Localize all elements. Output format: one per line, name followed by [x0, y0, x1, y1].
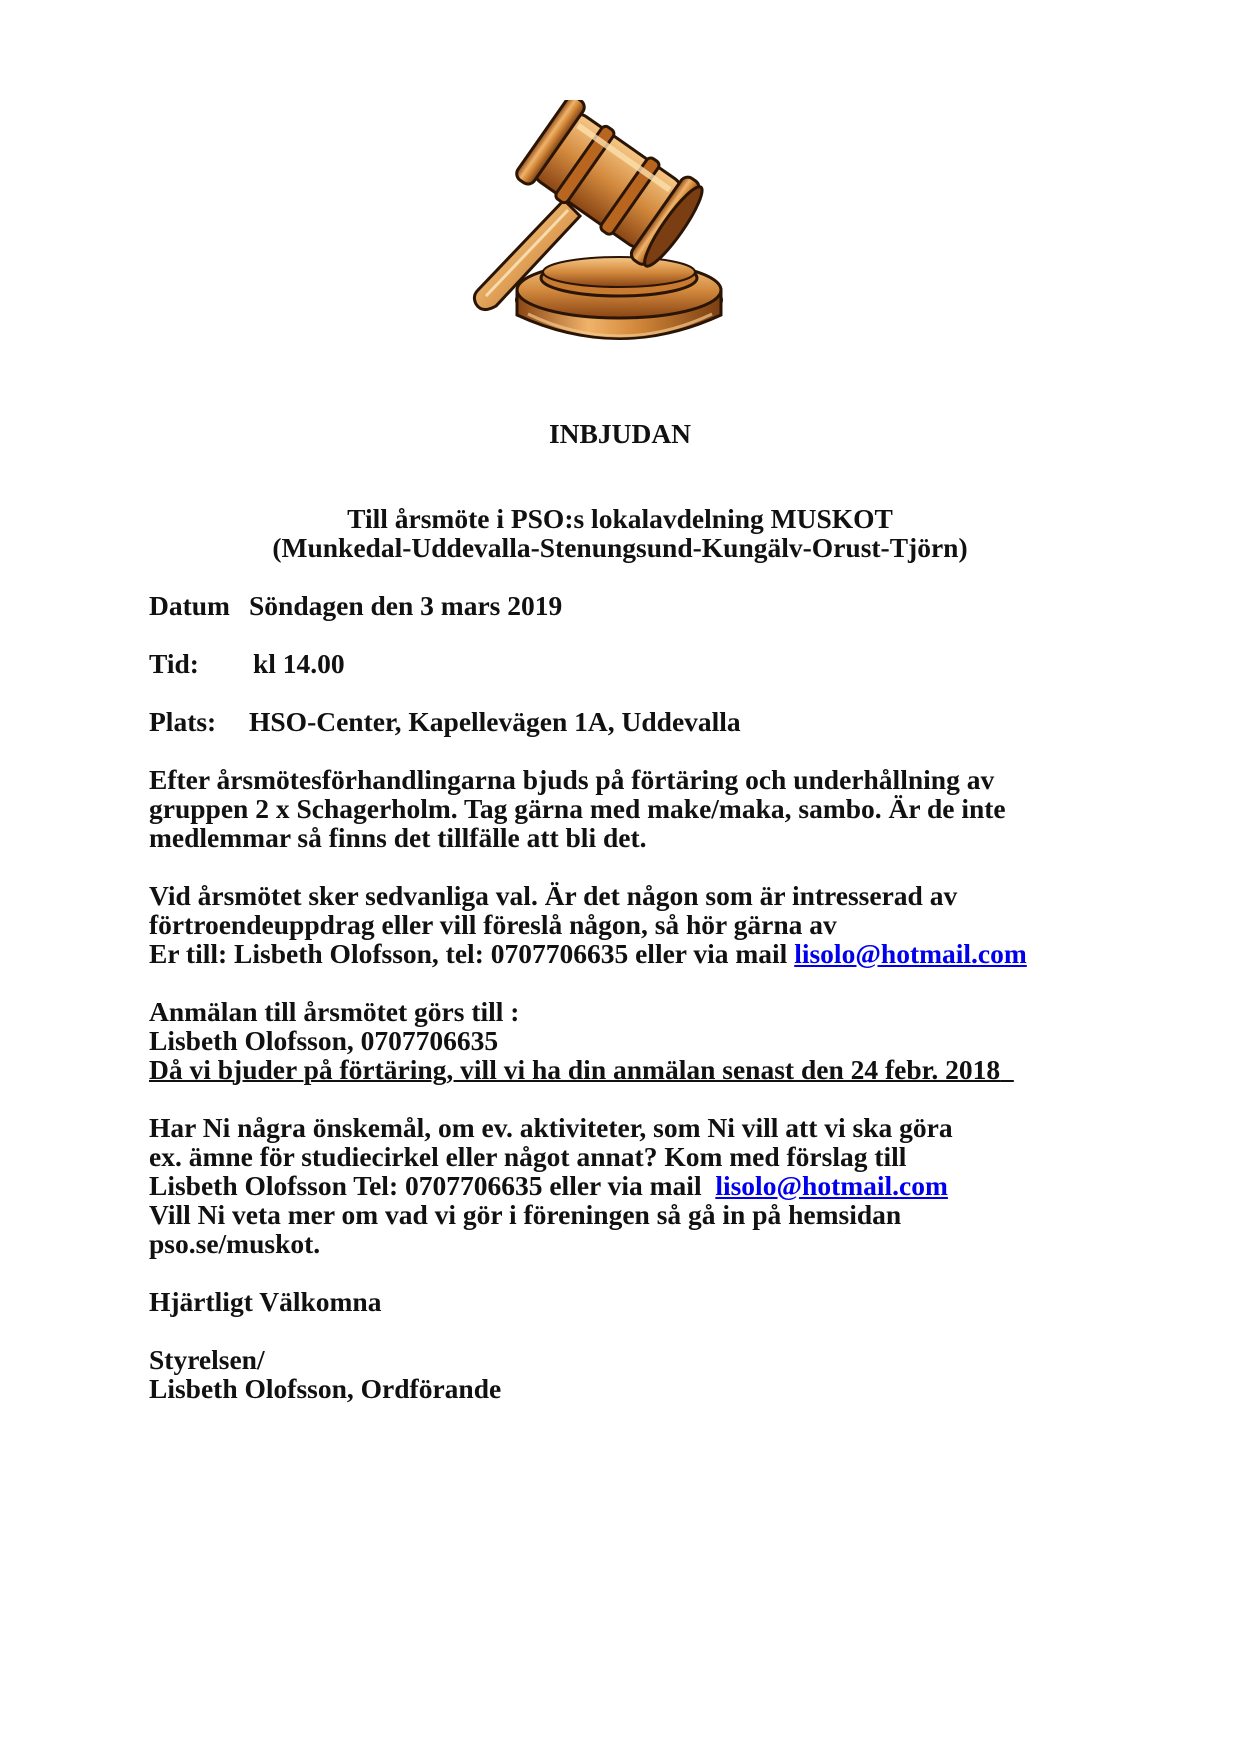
email-link[interactable]: lisolo@hotmail.com: [794, 938, 1027, 969]
place-label: Plats:: [149, 706, 217, 737]
subtitle-line-1: Till årsmöte i PSO:s lokalavdelning MUSKOT: [347, 503, 893, 534]
website-line: pso.se/muskot.: [149, 1228, 321, 1259]
signature-line-1: Styrelsen/: [149, 1344, 265, 1375]
para2-line-contact: [149, 938, 1027, 970]
para1-line: medlemmar så finns det tillfälle att bli det.: [149, 822, 647, 853]
para2-line: Vid årsmötet sker sedvanliga val. Är det någon som är intresserad av: [149, 880, 958, 911]
signup-deadline-trail: [1000, 1054, 1014, 1085]
signup-line-2: Lisbeth Olofsson, 0707706635: [149, 1025, 499, 1056]
time-value: kl 14.00: [253, 648, 345, 679]
para1-line: Efter årsmötesförhandlingarna bjuds på förtäring och underhållning av: [149, 764, 995, 795]
document-title: INBJUDAN: [548, 418, 692, 449]
signup-deadline-text: Då vi bjuder på förtäring, vill vi ha din anmälan senast den 24 febr. 2018: [149, 1054, 1001, 1085]
para3-line: ex. ämne för studiecirkel eller något annat? Kom med förslag till: [149, 1141, 907, 1172]
date-label: Datum: [149, 590, 230, 621]
para3-contact-text: Lisbeth Olofsson Tel: 0707706635 eller via mail: [149, 1170, 716, 1201]
time-row: [149, 648, 345, 680]
para3-line: Har Ni några önskemål, om ev. aktiviteter, som Ni vill att vi ska göra: [149, 1112, 953, 1143]
place-value: HSO-Center, Kapellevägen 1A, Uddevalla: [249, 706, 741, 737]
signature-line-2: Lisbeth Olofsson, Ordförande: [149, 1373, 502, 1404]
signup-deadline: [149, 1054, 1014, 1086]
email-link[interactable]: lisolo@hotmail.com: [715, 1170, 948, 1201]
date-value: Söndagen den 3 mars 2019: [249, 590, 563, 621]
signup-line-1: Anmälan till årsmötet görs till :: [149, 996, 520, 1027]
para2-line: förtroendeuppdrag eller vill föreslå någon, så hör gärna av: [149, 909, 837, 940]
gavel-icon: [468, 100, 746, 380]
place-row: [149, 706, 741, 738]
date-row: [149, 590, 563, 622]
para1-line: gruppen 2 x Schagerholm. Tag gärna med make/maka, sambo. Är de inte: [149, 793, 1006, 824]
subtitle-line-2: (Munkedal-Uddevalla-Stenungsund-Kungälv-Orust-Tjörn): [272, 532, 968, 563]
para3-line-contact: [149, 1170, 948, 1202]
time-label: Tid:: [149, 648, 199, 679]
greeting: Hjärtligt Välkomna: [149, 1286, 382, 1317]
para3-line: Vill Ni veta mer om vad vi gör i föreningen så gå in på hemsidan: [149, 1199, 902, 1230]
para2-contact-text: Er till: Lisbeth Olofsson, tel: 0707706635 eller via mail: [149, 938, 795, 969]
